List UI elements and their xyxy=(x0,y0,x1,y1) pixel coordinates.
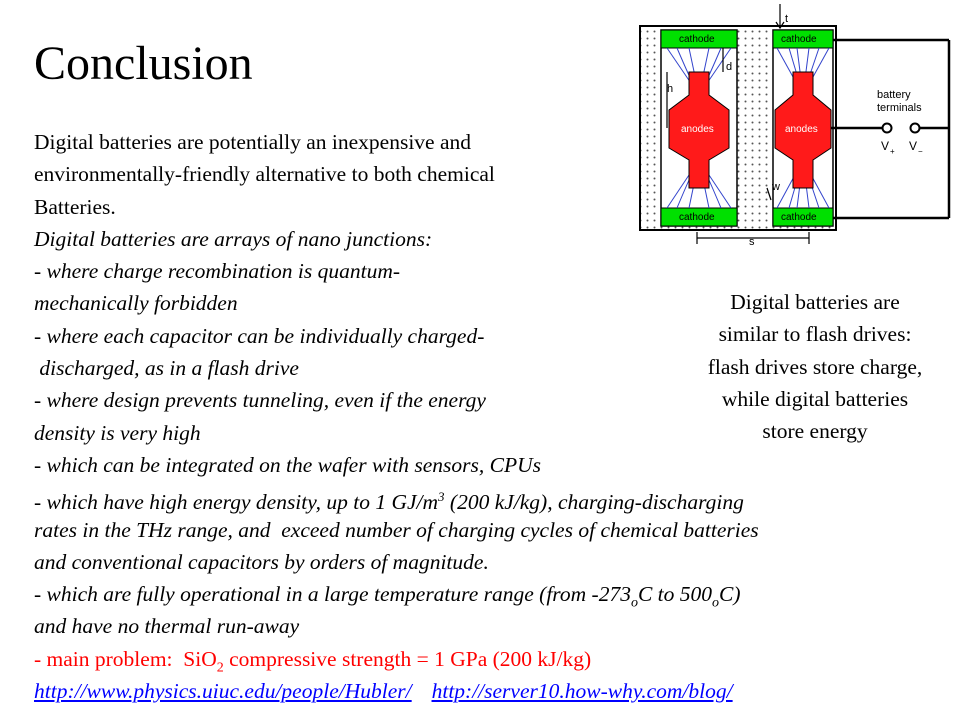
text-line: rates in the THz range, and exceed number of charging cycles of chemical batteries xyxy=(34,517,759,542)
battery-terminals-label: terminals xyxy=(877,102,922,114)
terminal-minus xyxy=(911,124,920,133)
v-plus-sub: + xyxy=(890,147,895,156)
cathode-label: cathode xyxy=(679,212,715,223)
text-line: and conventional capacitors by orders of magnitude. xyxy=(34,549,489,574)
main-problem-line xyxy=(34,643,954,675)
hubler-link[interactable]: http://www.physics.uiuc.edu/people/Hubler/ xyxy=(34,679,412,704)
text-line: Batteries. xyxy=(34,194,116,219)
cathode-label: cathode xyxy=(679,34,715,45)
text-line: Digital batteries are potentially an inexpensive and xyxy=(34,130,472,154)
text-line: and have no thermal run-away xyxy=(34,614,300,639)
text-line xyxy=(34,481,954,513)
caption-line: similar to flash drives: xyxy=(718,322,912,347)
text-segment: C to 500 xyxy=(637,582,713,607)
anodes-label: anodes xyxy=(681,124,714,135)
terminal-plus xyxy=(883,124,892,133)
links-line xyxy=(34,675,954,707)
page-title: Conclusion xyxy=(34,37,253,90)
t-label: t xyxy=(785,13,789,25)
v-minus-sub: − xyxy=(918,147,923,156)
v-plus-label: V xyxy=(881,139,890,153)
caption-line: Digital batteries are xyxy=(730,290,900,314)
text-line: - where design prevents tunneling, even if the energy xyxy=(34,388,486,413)
d-label: d xyxy=(726,61,733,73)
cell-left xyxy=(661,30,737,226)
text-line: - where each capacitor can be individually charged- xyxy=(34,323,485,348)
text-line xyxy=(34,578,954,610)
caption-line: flash drives store charge, xyxy=(707,354,923,379)
superscript: 3 xyxy=(438,489,445,505)
text-segment: C) xyxy=(719,582,741,607)
text-line: density is very high xyxy=(34,420,201,445)
w-label: w xyxy=(772,181,780,193)
text-segment: (200 kJ/kg), charging-discharging xyxy=(444,490,744,515)
blog-link[interactable]: http://server10.how-why.com/blog/ xyxy=(431,679,733,704)
subscript: 2 xyxy=(216,660,224,676)
s-label: s xyxy=(749,236,755,248)
cathode-label: cathode xyxy=(781,212,817,223)
caption-line: store energy xyxy=(762,419,868,444)
digital-battery-diagram xyxy=(637,0,960,250)
caption-line: while digital batteries xyxy=(721,386,909,411)
text-segment: compressive strength = 1 GPa (200 kJ/kg) xyxy=(223,646,592,671)
text-line: discharged, as in a flash drive xyxy=(34,356,299,381)
text-line: mechanically forbidden xyxy=(34,291,238,316)
v-minus-label: V xyxy=(909,139,918,153)
cell-right xyxy=(773,30,833,226)
text-line: Digital batteries are arrays of nano junctions: xyxy=(34,226,433,251)
text-line: - which can be integrated on the wafer with sensors, CPUs xyxy=(34,452,542,477)
text-segment: - main problem: SiO xyxy=(34,646,217,671)
cathode-label: cathode xyxy=(781,34,817,45)
text-line: - where charge recombination is quantum- xyxy=(34,259,401,284)
text-segment: - which are fully operational in a large temperature range (from -273 xyxy=(34,582,631,607)
text-segment: - which have high energy density, up to 1 GJ/m xyxy=(34,490,439,515)
battery-terminals-label: battery xyxy=(877,89,911,101)
subscript: o xyxy=(630,595,638,611)
diagram-caption xyxy=(670,286,960,447)
subscript: o xyxy=(712,595,720,611)
text-line: environmentally-friendly alternative to both chemical xyxy=(34,162,495,187)
h-label: h xyxy=(667,83,674,95)
anodes-label: anodes xyxy=(785,124,818,135)
